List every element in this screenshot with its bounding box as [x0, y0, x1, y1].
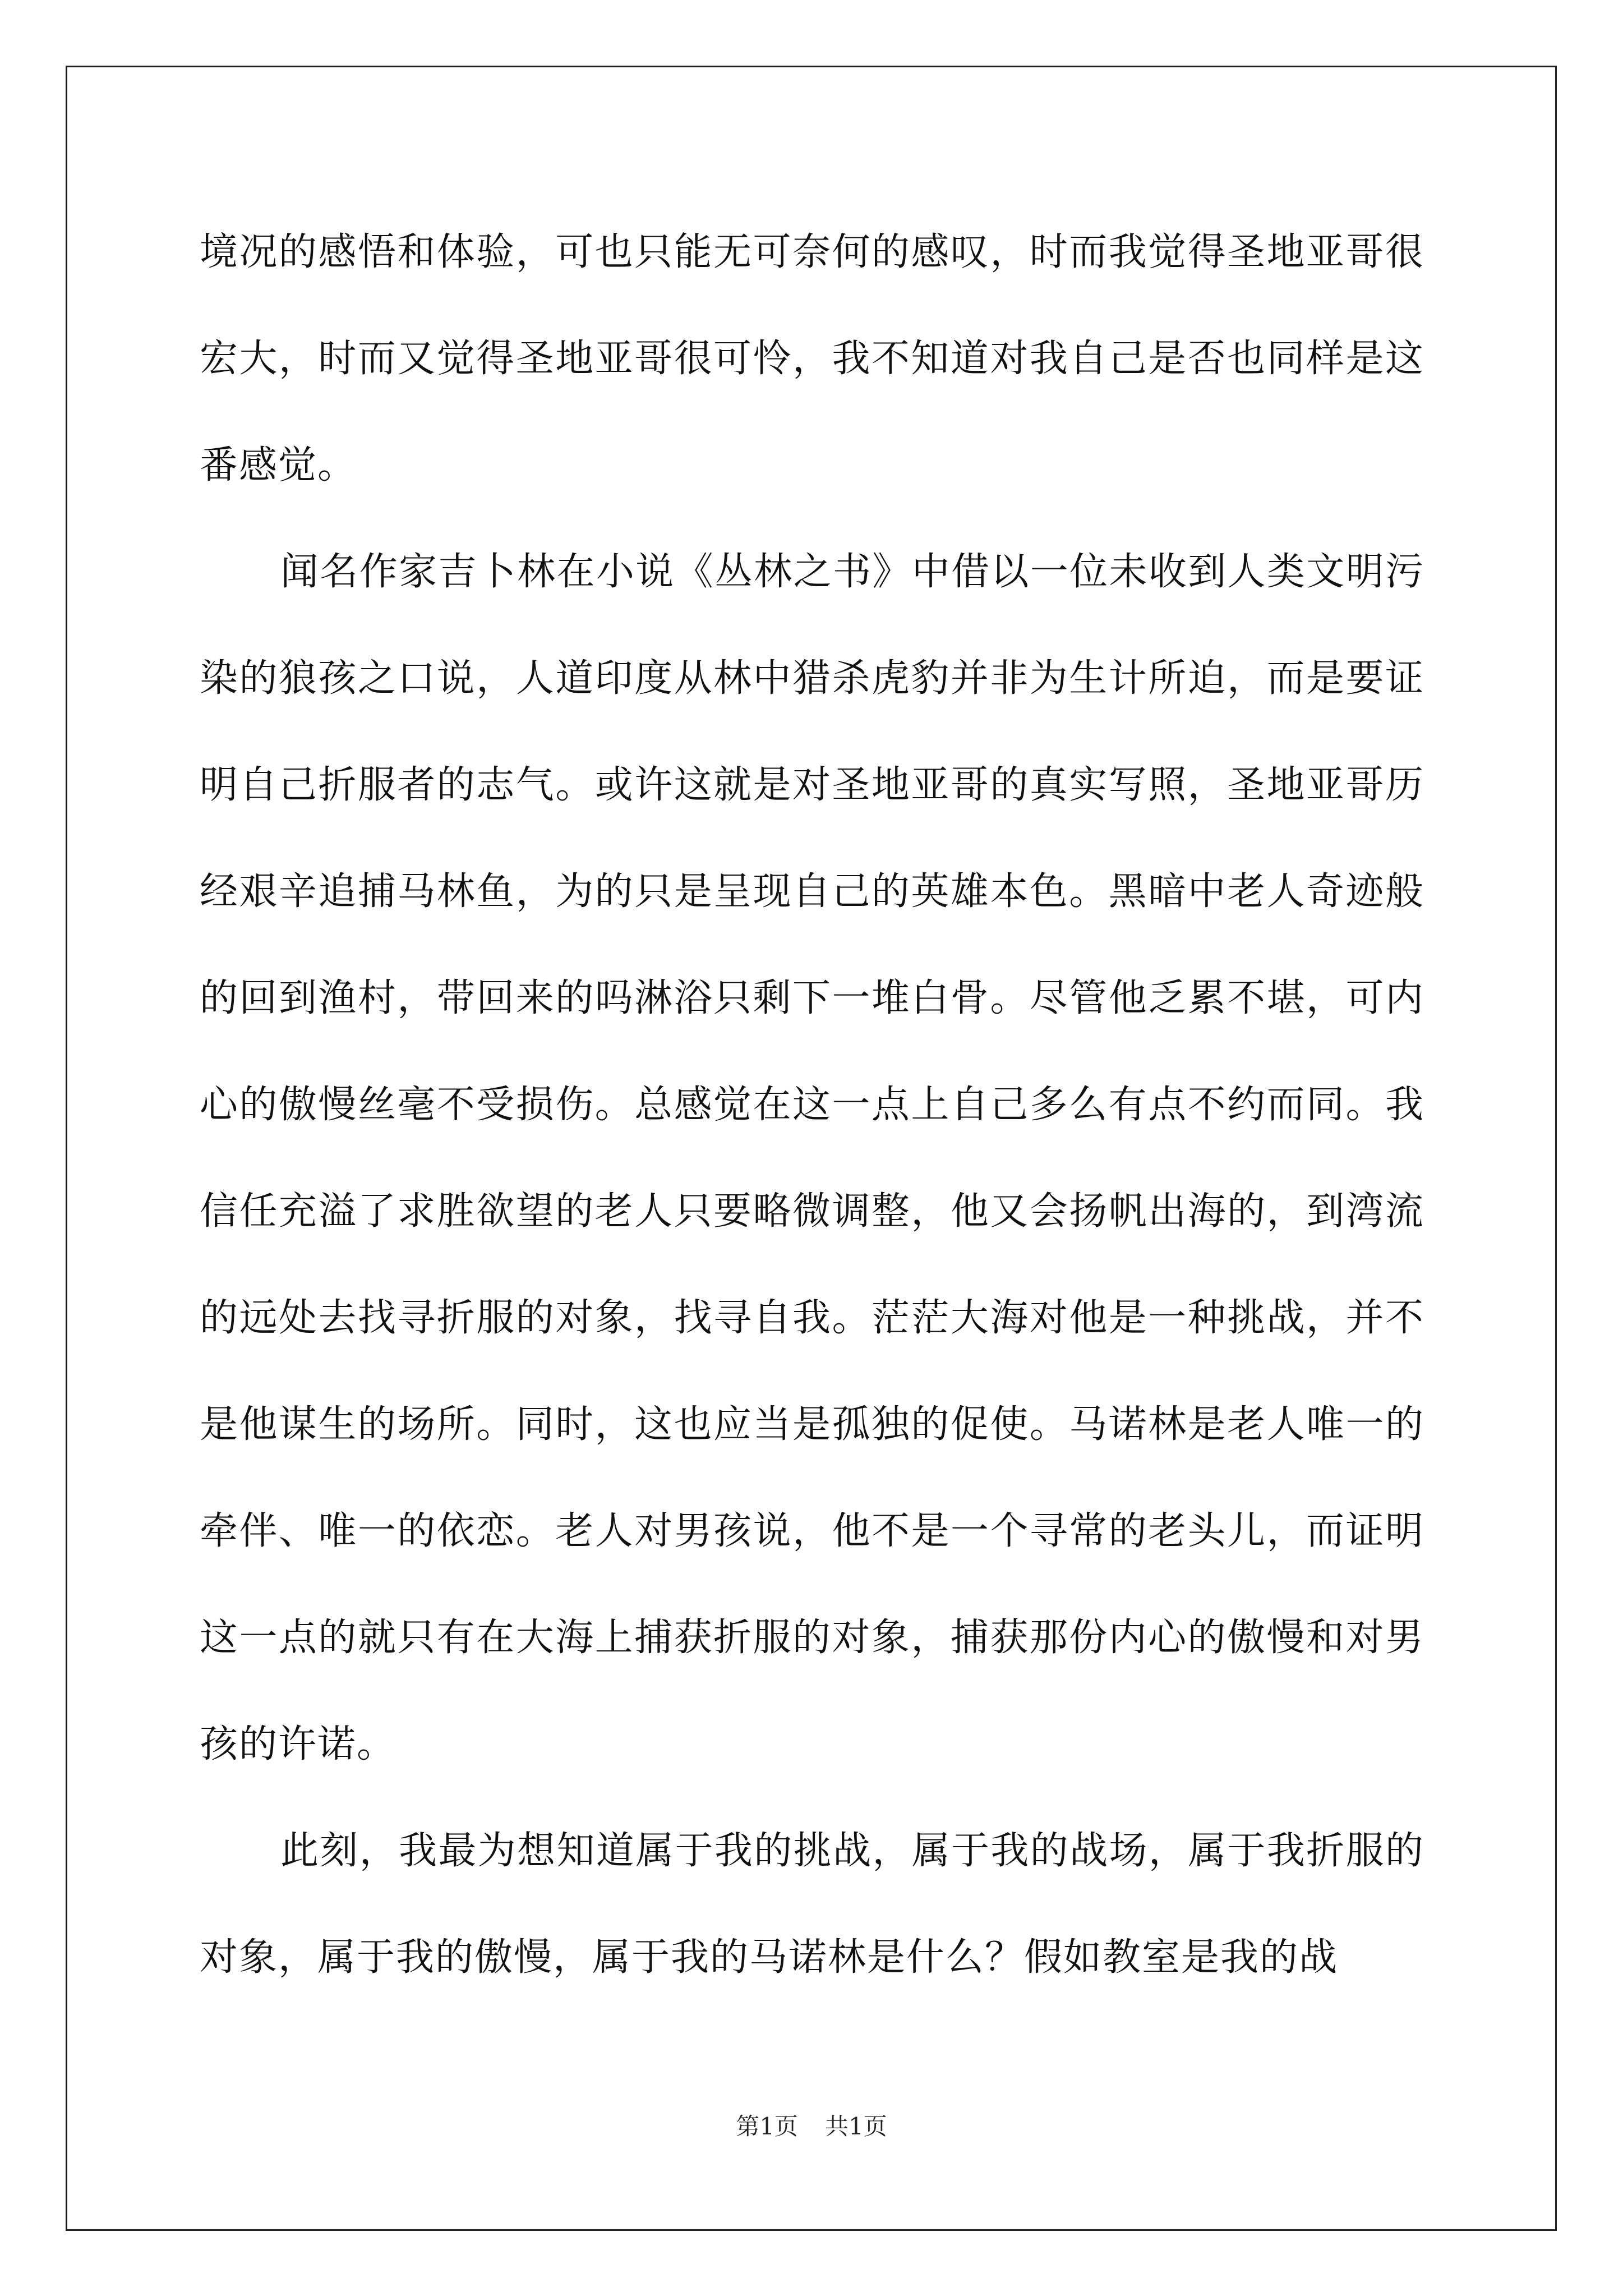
page-total: 共1页: [825, 2113, 887, 2140]
page-number: 第1页: [736, 2113, 798, 2140]
paragraph-1: 境况的感悟和体验，可也只能无可奈何的感叹，时而我觉得圣地亚哥很宏大，时而又觉得圣地亚哥很可怜，我不知道对我自己是否也同样是这番感觉。: [200, 230, 1424, 487]
paragraph-2: 闻名作家吉卜林在小说《丛林之书》中借以一位未收到人类文明污染的狼孩之口说，人道印度从林中猎杀虎豹并非为生计所迫，而是要证明自己折服者的志气。或许这就是对圣地亚哥的真实写照，圣地亚哥历经艰辛追捕马林鱼，为的只是呈现自己的英雄本色。黑暗中老人奇迹般的回到渔村，带回来的吗淋浴只剩下一堆白骨。尽管他乏累不堪，可内心的傲慢丝毫不受损伤。总感觉在这一点上自己多么有点不约而同。我信任充溢了求胜欲望的老人只要略微调整，他又会扬帆出海的，到湾流的远处去找寻折服的对象，找寻自我。茫茫大海对他是一种挑战，并不是他谋生的场所。同时，这也应当是孤独的促使。马诺林是老人唯一的牵伴、唯一的依恋。老人对男孩说，他不是一个寻常的老头儿，而证明这一点的就只有在大海上捕获折服的对象，捕获那份内心的傲慢和对男孩的许诺。: [200, 550, 1424, 1766]
document-body: [200, 199, 1424, 2011]
paragraph-3: 此刻，我最为想知道属于我的挑战，属于我的战场，属于我折服的对象，属于我的傲慢，属于我的马诺林是什么？假如教室是我的战: [200, 1829, 1424, 1980]
page-footer: [0, 2108, 1623, 2142]
